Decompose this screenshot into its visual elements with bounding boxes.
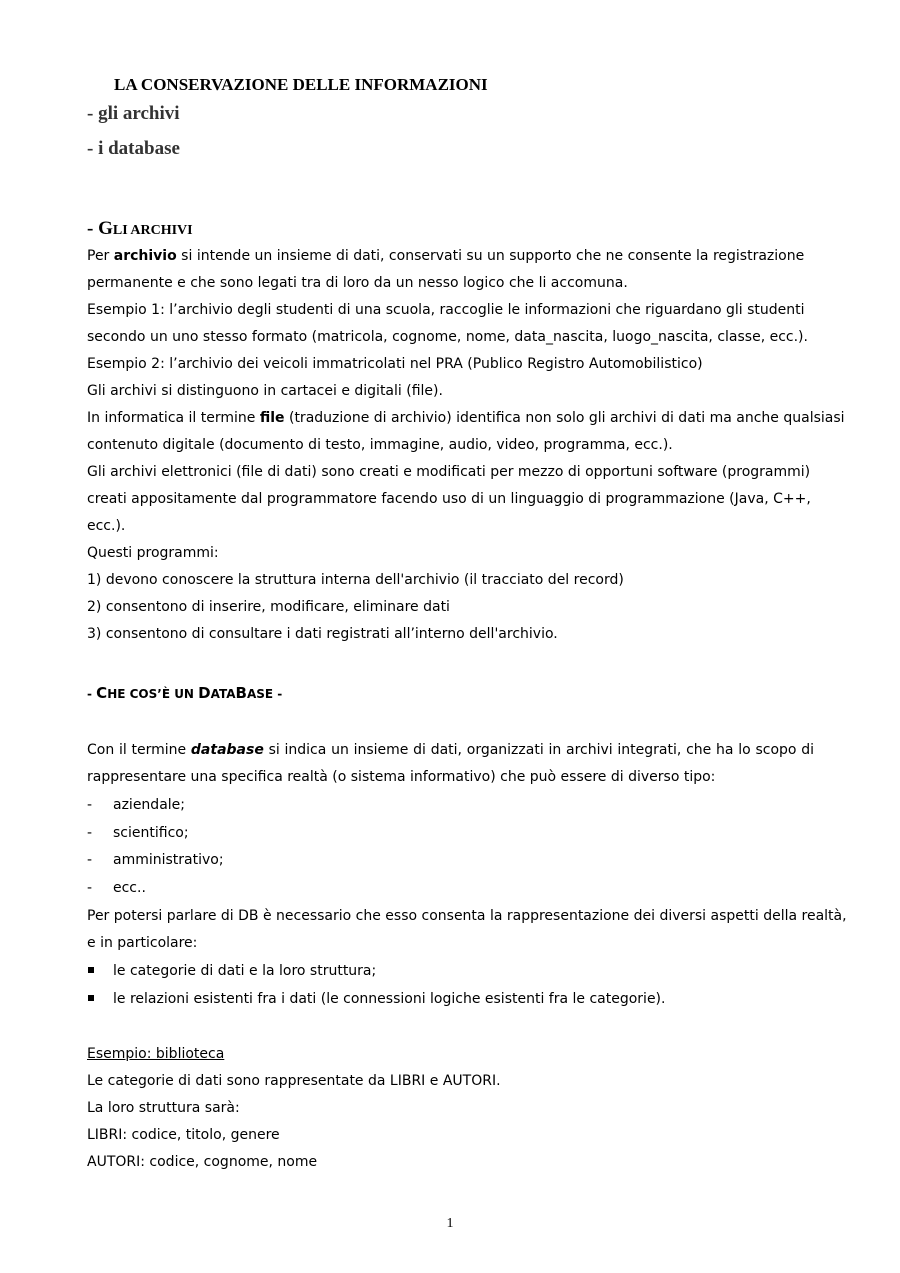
example-1-line2: secondo un uno stesso formato (matricola, cognome, nome, data_nascita, luogo_nascita, classe, ecc.). <box>87 329 808 345</box>
paragraph-archivi-elettronici-line2: creati appositamente dal programmatore facendo uso di un linguaggio di programmazione (Java, C++, <box>87 491 811 507</box>
bullet-list-item: le relazioni esistenti fra i dati (le connessioni logiche esistenti fra le categorie). <box>87 989 665 1009</box>
dash-list-item: - ecc.. <box>87 880 146 896</box>
section-heading-database: - CHE COS’È UN DATABASE - <box>87 684 283 702</box>
paragraph-file-def: In informatica il termine file (traduzione di archivio) identifica non solo gli archivi di dati ma anche qualsiasi <box>87 410 845 426</box>
example-1-line1: Esempio 1: l’archivio degli studenti di una scuola, raccoglie le informazioni che riguardano gli studenti <box>87 302 805 318</box>
page-number: 1 <box>446 1216 454 1231</box>
paragraph-file-def-line2: contenuto digitale (documento di testo, immagine, audio, video, programma, ecc.). <box>87 437 673 453</box>
dash-list-item: - scientifico; <box>87 825 189 841</box>
square-bullet-icon <box>88 967 94 973</box>
paragraph-archivio-def-line2: permanente e che sono legati tra di loro da un nesso logico che li accomuna. <box>87 275 628 291</box>
paragraph-database-def: Con il termine database si indica un insieme di dati, organizzati in archivi integrati, che ha lo scopo di <box>87 742 814 758</box>
list-item: 1) devono conoscere la struttura interna dell'archivio (il tracciato del record) <box>87 572 624 588</box>
example-line: LIBRI: codice, titolo, genere <box>87 1127 280 1143</box>
example-line: La loro struttura sarà: <box>87 1100 240 1116</box>
example-line: Le categorie di dati sono rappresentate da LIBRI e AUTORI. <box>87 1073 501 1089</box>
example-heading: Esempio: biblioteca <box>87 1046 225 1062</box>
example-2: Esempio 2: l’archivio dei veicoli immatricolati nel PRA (Publico Registro Automobilistico) <box>87 356 703 372</box>
paragraph-db-requirements-line1: Per potersi parlare di DB è necessario che esso consenta la rappresentazione dei diversi aspetti della realtà, <box>87 908 847 924</box>
paragraph-questi-programmi: Questi programmi: <box>87 545 219 561</box>
section-heading-archivi: - GLI ARCHIVI <box>87 218 193 239</box>
toc-item-database: - i database <box>87 138 180 159</box>
document-title: LA CONSERVAZIONE DELLE INFORMAZIONI <box>114 75 488 94</box>
paragraph-database-def-line2: rappresentare una specifica realtà (o sistema informativo) che può essere di diverso tipo: <box>87 769 716 785</box>
dash-list-item: - aziendale; <box>87 797 185 813</box>
bullet-list-item: le categorie di dati e la loro struttura; <box>87 961 376 981</box>
paragraph-archivi-elettronici-line1: Gli archivi elettronici (file di dati) sono creati e modificati per mezzo di opportuni software (programmi) <box>87 464 811 480</box>
paragraph-archivio-def: Per archivio si intende un insieme di dati, conservati su un supporto che ne consente la registrazione <box>87 248 805 264</box>
list-item: 2) consentono di inserire, modificare, eliminare dati <box>87 599 450 615</box>
example-line: AUTORI: codice, cognome, nome <box>87 1154 318 1170</box>
paragraph-archivi-elettronici-line3: ecc.). <box>87 518 126 534</box>
list-item: 3) consentono di consultare i dati registrati all’interno dell'archivio. <box>87 626 558 642</box>
dash-list-item: - amministrativo; <box>87 852 224 868</box>
square-bullet-icon <box>88 995 94 1001</box>
toc-item-archivi: - gli archivi <box>87 103 180 124</box>
paragraph-db-requirements-line2: e in particolare: <box>87 935 198 951</box>
paragraph-cartacei-digitali: Gli archivi si distinguono in cartacei e digitali (file). <box>87 383 443 399</box>
